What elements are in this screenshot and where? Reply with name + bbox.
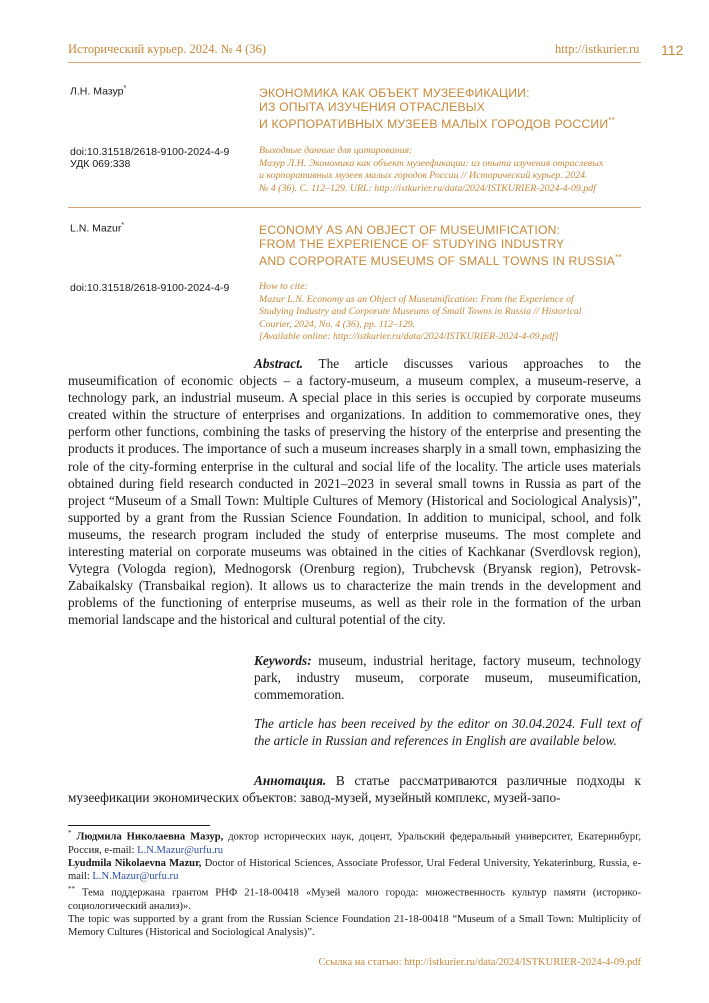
citation-en-line: [Available online: http://istkurier.ru/data/2024/ISTKURIER-2024-4-09.pdf]: [259, 331, 559, 343]
footnote-grant-en: The topic was supported by a grant from the Russian Science Foundation 21-18-00418 “Museum of a Small Town: Multiplicity of Memory Cultures (Historical and Sociological Analysis)”.: [68, 913, 641, 938]
citation-en-line: Studying Industry and Corporate Museums of Small Towns in Russia // Historical: [259, 306, 582, 318]
title-en-mark: **: [615, 253, 622, 262]
annotation-label: Аннотация.: [254, 773, 327, 788]
page-number: 112: [661, 42, 684, 58]
author-en: [70, 222, 124, 235]
annotation-ru: [68, 772, 641, 806]
section-divider: [68, 207, 641, 208]
citation-en-line: Mazur L.N. Economy as an Object of Museumification: From the Experience of: [259, 293, 574, 305]
citation-ru: [259, 145, 644, 195]
title-ru-line: ИЗ ОПЫТА ИЗУЧЕНИЯ ОТРАСЛЕВЫХ: [259, 100, 486, 114]
email-link[interactable]: L.N.Mazur@urfu.ru: [137, 844, 224, 856]
keywords-label: Keywords:: [254, 653, 312, 668]
footnote-author-en: Lyudmila Nikolaevna Mazur, Doctor of Historical Sciences, Associate Professor, Ural Federal University, Yekaterinburg, Russia, e-mail: L.N.Mazur@urfu.ru: [68, 857, 641, 882]
annotation-text: В статье рассматриваются различные подходы к музеефикации экономических объектов: завод-музей, музейный комплекс, музей-запо-: [68, 773, 641, 806]
author-en-name: L.N. Mazur: [70, 222, 122, 235]
footnotes: [68, 827, 641, 939]
citation-ru-line: Выходные данные для цитирования:: [259, 145, 413, 156]
udc-value: УДК 069:338: [70, 158, 131, 170]
author-en-mark: *: [121, 222, 125, 229]
received-note: [254, 715, 641, 749]
journal-header: Исторический курьер. 2024. № 4 (36): [68, 42, 266, 56]
journal-url[interactable]: http://istkurier.ru: [555, 42, 640, 56]
abstract-label: Abstract.: [254, 356, 304, 371]
footnote-author-ru: * Людмила Николаевна Мазур, доктор исторических наук, доцент, Уральский федеральный университет, Екатеринбург, Россия, e-mail: L.N.Mazur@urfu.ru: [68, 829, 641, 856]
title-ru-line: ЭКОНОМИКА КАК ОБЪЕКТ МУЗЕЕФИКАЦИИ:: [259, 86, 530, 100]
received-note-text: The article has been received by the editor on 30.04.2024. Full text of the article in Russian and references in English are available below.: [254, 716, 641, 749]
article-link[interactable]: Ссылка на статью: http://istkurier.ru/data/2024/ISTKURIER-2024-4-09.pdf: [318, 957, 641, 968]
keywords: [254, 652, 641, 703]
author-ru-mark: *: [123, 85, 127, 92]
title-en-line: FROM THE EXPERIENCE OF STUDYING INDUSTRY: [259, 237, 565, 251]
citation-en-line: Courier, 2024, No. 4 (36), pp. 112–129.: [259, 318, 416, 330]
citation-en: [259, 281, 644, 344]
author-ru: [70, 85, 126, 98]
footnote-rule: [68, 825, 210, 826]
author-ru-name: Л.Н. Мазур: [70, 85, 124, 98]
doi-ru: [70, 146, 229, 170]
email-link[interactable]: L.N.Mazur@urfu.ru: [92, 870, 179, 882]
header-divider: [68, 62, 641, 63]
doi-en: doi:10.31518/2618-9100-2024-4-9: [70, 282, 230, 294]
keywords-text: museum, industrial heritage, factory museum, technology park, industry museum, corporate museum, museumification, commemoration.: [254, 653, 641, 703]
title-ru-mark: **: [608, 116, 615, 125]
title-en: [259, 223, 649, 268]
abstract-text: The article discusses various approaches to the museumification of economic objects – a factory-museum, a museum complex, a museum-reserve, a technology park, an industrial museum. A special place in this series is occupied by corporate museums created within the structure of enterprises and organizations. In addition to commemorative ones, they perform other functions, combining the tasks of preserving the history of the enterprise and presenting the products it produces. The importance of such a museum increases sharply in a small town, emphasizing the role of the city-forming enterprise in the cultural and social life of the locality. The article uses materials obtained during field research conducted in 2021–2023 in several small towns in Russia as part of the project “Museum of a Small Town: Multiple Cultures of Memory (Historical and Sociological Analysis)”, supported by a grant from the Russian Science Foundation. In addition to municipal, school, and folk museums, the research program included the study of enterprise museums. The most complete and interesting material on corporate museums was obtained in the cities of Kachkanar (Sverdlovsk region), Vytegra (Vologda region), Mednogorsk (Orenburg region), Trubchevsk (Bryansk region), Petrovsk-Zabaikalsky (Transbaikal region). It allows us to characterize the main trends in the development and problems of the functioning of enterprise museums, as well as their role in the formation of the urban memorial landscape and the historical and cultural potential of the city.: [68, 356, 641, 628]
citation-en-line: How to cite:: [259, 281, 308, 292]
citation-ru-line: и корпоративных музеев малых городов России // Исторический курьер. 2024.: [259, 170, 588, 182]
footnote-grant-ru: ** Тема поддержана грантом РНФ 21-18-00418 «Музей малого города: множественность культур памяти (историко-социологический анализ)».: [68, 884, 641, 912]
title-ru: [259, 86, 649, 131]
citation-ru-line: Мазур Л.Н. Экономика как объект музеефикации: из опыта изучения отраслевых: [259, 157, 604, 169]
title-ru-line: И КОРПОРАТИВНЫХ МУЗЕЕВ МАЛЫХ ГОРОДОВ РОССИИ**: [259, 116, 615, 132]
abstract: [68, 355, 641, 629]
title-en-line: ECONOMY AS AN OBJECT OF MUSEUMIFICATION:: [259, 223, 561, 237]
citation-ru-line: № 4 (36). С. 112–129. URL: http://istkurier.ru/data/2024/ISTKURIER-2024-4-09.pdf: [259, 182, 596, 194]
title-en-line: AND CORPORATE MUSEUMS OF SMALL TOWNS IN RUSSIA**: [259, 253, 622, 269]
doi-ru-value: doi:10.31518/2618-9100-2024-4-9: [70, 146, 230, 158]
